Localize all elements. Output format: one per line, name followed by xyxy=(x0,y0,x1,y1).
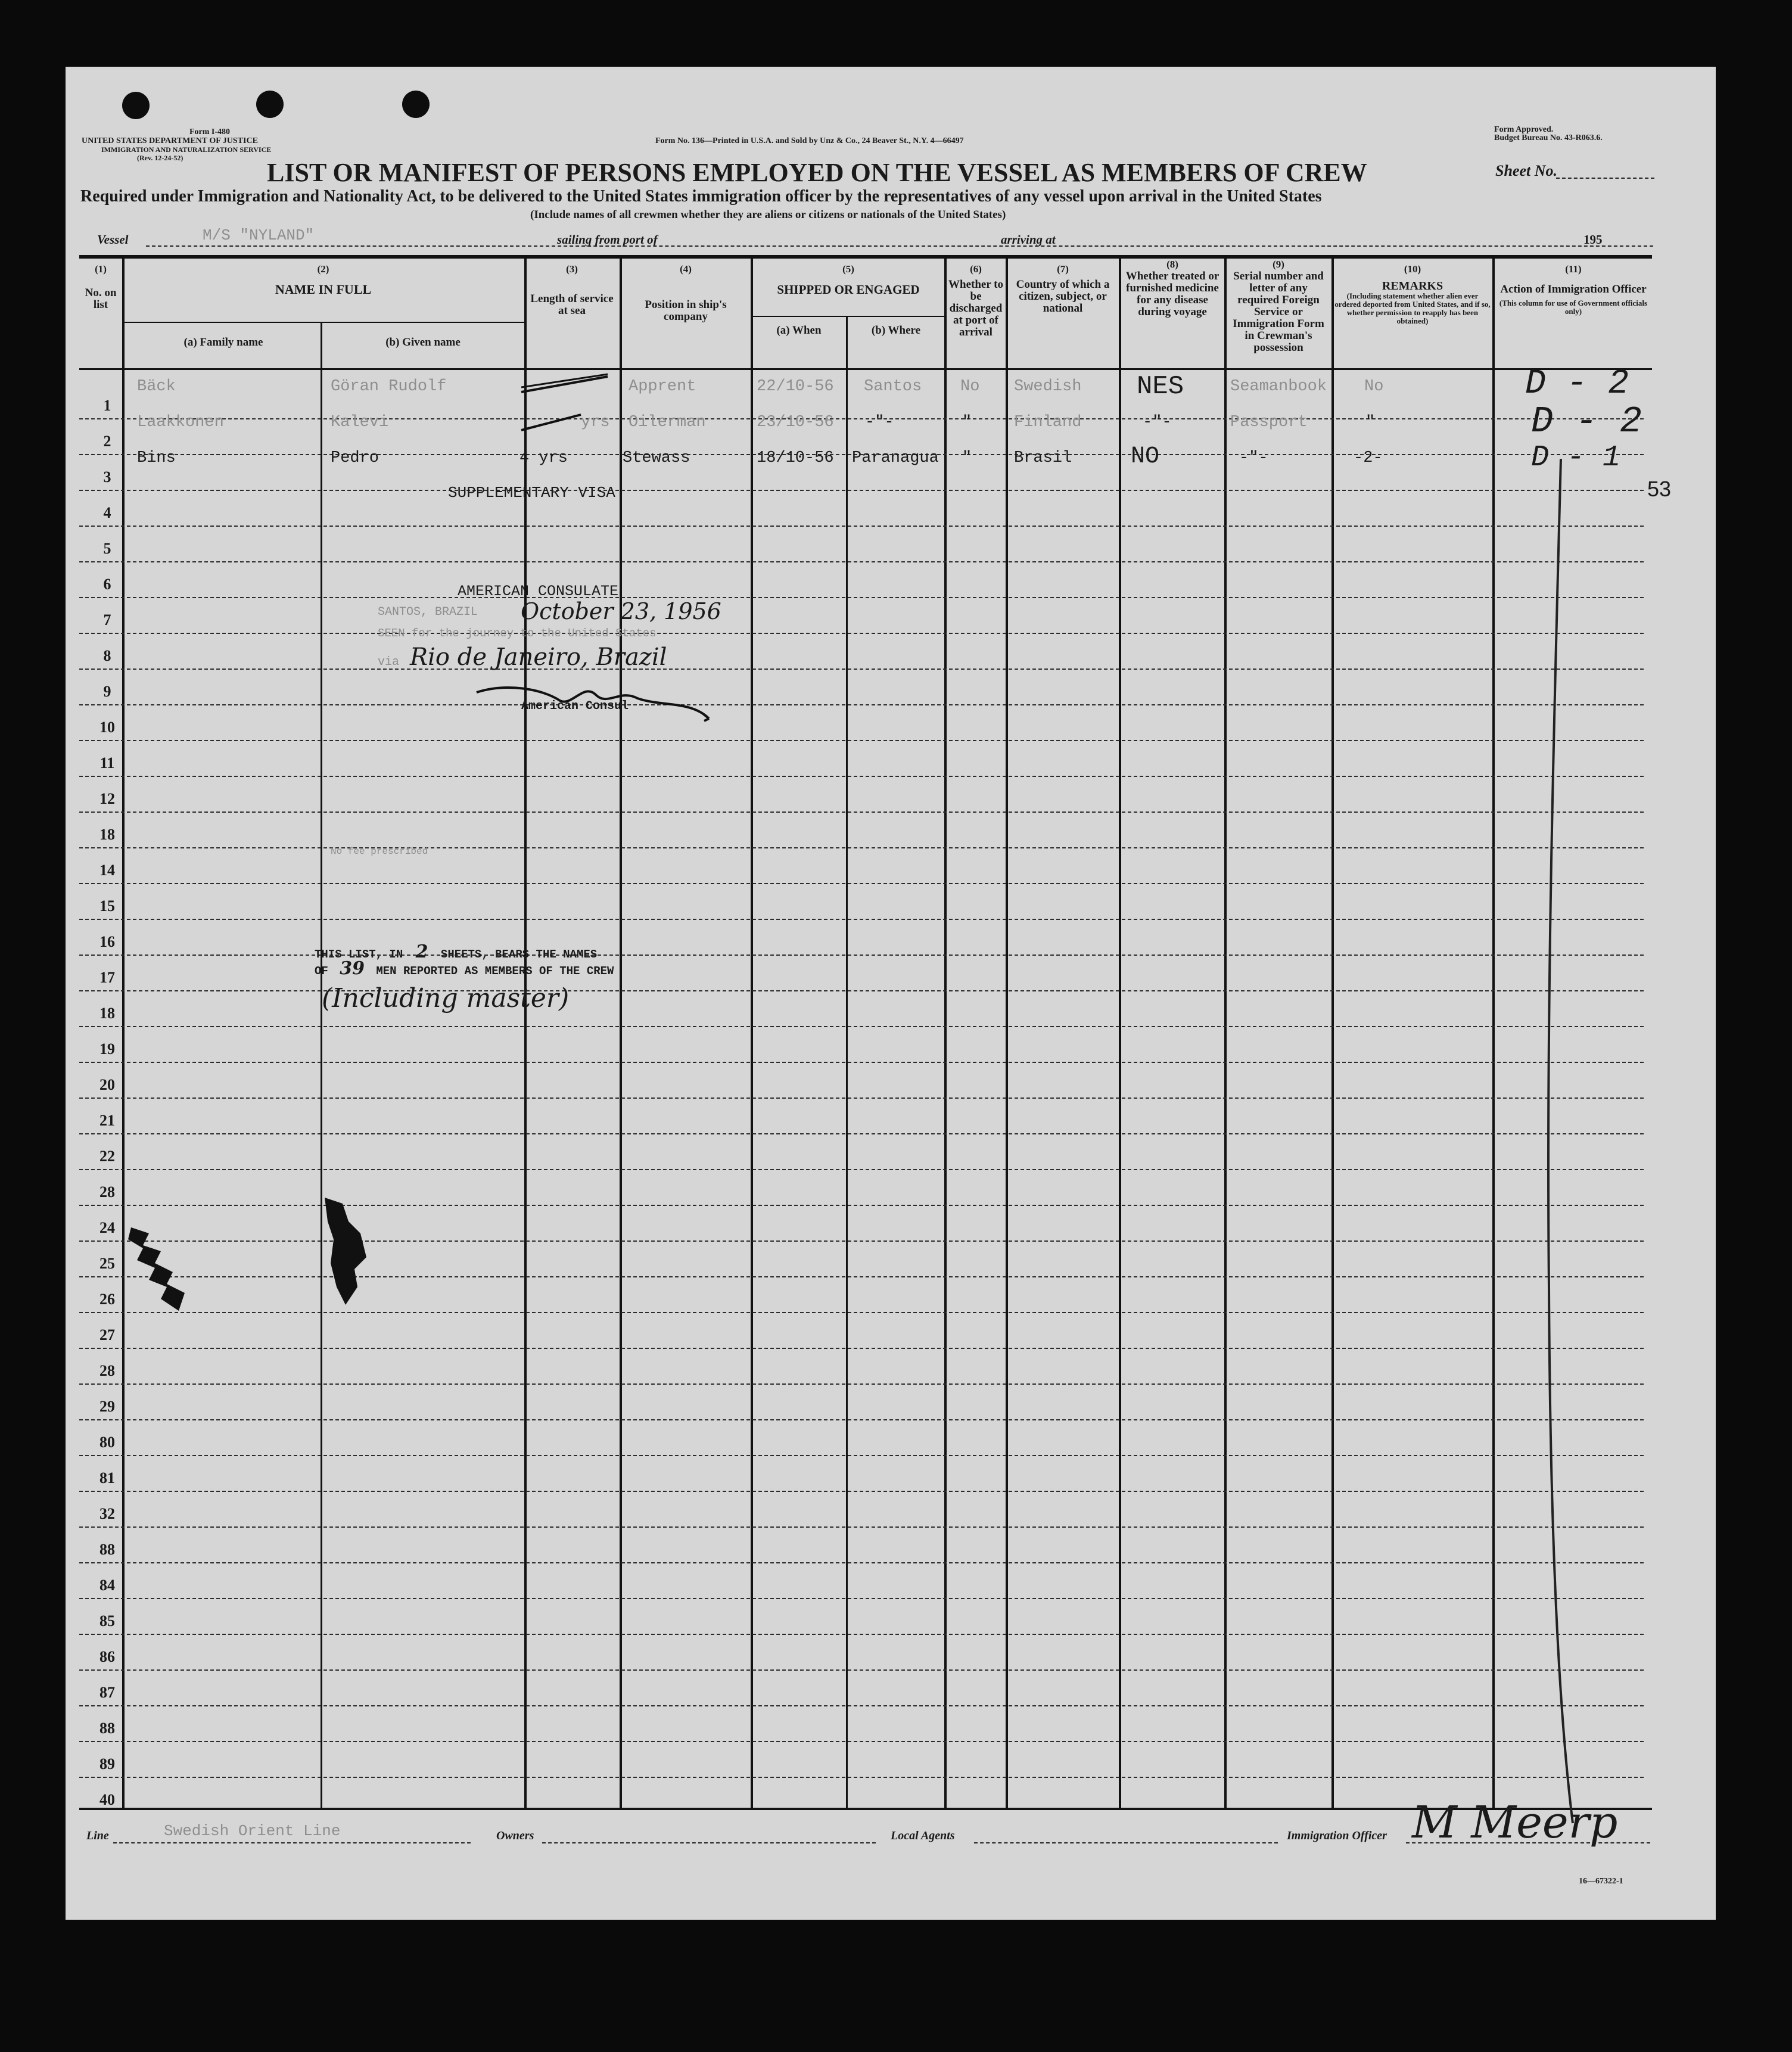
row1-country: Swedish xyxy=(1014,378,1082,396)
row1-when: 22/10-56 xyxy=(757,378,834,396)
row-number: 32 xyxy=(99,1505,115,1522)
vessel-line xyxy=(146,245,1653,247)
row-number: 87 xyxy=(99,1684,115,1701)
row-number: 3 xyxy=(103,468,111,486)
row1-medicine: NES xyxy=(1137,372,1184,402)
given-name-header: (b) Given name xyxy=(385,336,461,349)
row-number: 89 xyxy=(99,1755,115,1773)
row-number: 2 xyxy=(103,433,111,450)
col-8-header: (8) Whether treated or furnished medicine for any disease during voyage xyxy=(1125,259,1219,318)
row2-family: Laakkonen xyxy=(137,413,224,431)
row-rule xyxy=(79,1455,1644,1456)
budget-bureau: Budget Bureau No. 43-R063.6. xyxy=(1494,133,1603,142)
row-number: 21 xyxy=(99,1112,115,1129)
row2-remarks: " xyxy=(1365,413,1376,431)
american-consul-label: American Consul xyxy=(521,699,629,713)
row-rule xyxy=(79,597,1644,598)
row-number: 5 xyxy=(103,540,111,557)
row-number: 40 xyxy=(99,1791,115,1808)
owners-label: Owners xyxy=(496,1829,534,1842)
department: UNITED STATES DEPARTMENT OF JUSTICE xyxy=(82,136,258,145)
list-count-line1: THIS LIST, IN 2 SHEETS, BEARS THE NAMES xyxy=(315,941,598,962)
row3-family: Bins xyxy=(137,449,176,467)
header-bottom-rule xyxy=(79,368,1652,370)
service: IMMIGRATION AND NATURALIZATION SERVICE xyxy=(101,145,272,154)
row-number: 17 xyxy=(99,969,115,986)
including-master: (Including master) xyxy=(322,983,570,1013)
row-rule xyxy=(79,740,1644,741)
where-header: (b) Where xyxy=(871,324,921,337)
row2-position: Oilerman xyxy=(629,413,706,431)
col-divider xyxy=(1331,259,1334,1808)
row2-country: Finland xyxy=(1014,413,1082,431)
row-number: 18 xyxy=(99,1005,115,1022)
row1-remarks: No xyxy=(1364,378,1384,396)
table-top-rule xyxy=(79,255,1652,259)
col-4-header: (4) Position in ship's company xyxy=(645,263,727,323)
row-rule xyxy=(79,1169,1644,1170)
arriving-label: arriving at xyxy=(1001,232,1056,247)
row-rule xyxy=(79,1705,1644,1706)
consul-signature xyxy=(471,647,721,730)
col-divider xyxy=(944,259,947,1808)
subnote: (Include names of all crewmen whether they are aliens or citizens or nationals of the United States) xyxy=(530,209,1006,221)
col-2-header: (2) NAME IN FULL xyxy=(275,263,372,297)
action-pen-line xyxy=(1537,453,1609,1835)
row1-discharge: No xyxy=(960,378,980,396)
row2-medicine: -"- xyxy=(1143,413,1172,431)
row-number: 84 xyxy=(99,1577,115,1594)
row3-position: Stewass xyxy=(623,449,690,467)
row2-serial: Passport xyxy=(1230,413,1308,431)
printer-line: Form No. 136—Printed in U.S.A. and Sold by Unz & Co., 24 Beaver St., N.Y. 4—66497 xyxy=(655,136,964,145)
row1-action: D - 2 xyxy=(1525,365,1629,403)
owners-blank xyxy=(542,1842,876,1843)
row1-position: Apprent xyxy=(629,378,696,396)
row-number: 10 xyxy=(99,719,115,736)
col-divider xyxy=(1006,259,1008,1808)
row-rule xyxy=(79,418,1644,419)
footer-code: 16—67322-1 xyxy=(1579,1877,1623,1886)
row-rule xyxy=(79,1312,1644,1313)
row2-given: Kalevi xyxy=(331,413,389,431)
col-divider xyxy=(1224,259,1227,1808)
row-rule xyxy=(79,955,1644,956)
row3-action: D - 1 xyxy=(1531,441,1621,475)
row-rule xyxy=(79,1562,1644,1563)
row-rule xyxy=(79,1419,1644,1420)
row-rule xyxy=(79,1634,1644,1635)
row-number: 27 xyxy=(99,1326,115,1344)
col-divider xyxy=(1492,259,1495,1808)
col-divider xyxy=(620,259,622,1808)
col-10-header: (10) REMARKS (Including statement whether alien ever ordered deported from United States, and if so, whether permission to reapply has been obtained) xyxy=(1334,263,1491,325)
row-number: 19 xyxy=(99,1040,115,1058)
list-count-line2: OF 39 MEN REPORTED AS MEMBERS OF THE CREW xyxy=(315,958,614,979)
row3-given: Pedro xyxy=(331,449,379,467)
row-number: 81 xyxy=(99,1469,115,1487)
form-id: Form I-480 xyxy=(189,128,231,136)
consulate-stamp: AMERICAN CONSULATE xyxy=(458,583,619,600)
row-rule xyxy=(79,1383,1644,1385)
row-rule xyxy=(79,1133,1644,1134)
row-rule xyxy=(79,1062,1644,1063)
row-number: 9 xyxy=(103,683,111,700)
row-number: 26 xyxy=(99,1291,115,1308)
col5-subrule xyxy=(751,316,944,317)
row-number: 6 xyxy=(103,576,111,593)
redaction-mark xyxy=(125,1215,191,1317)
row2-discharge: " xyxy=(962,413,972,431)
col-divider xyxy=(1119,259,1121,1808)
row2-when: 23/10-56 xyxy=(757,413,834,431)
row-rule xyxy=(79,1205,1644,1206)
row-number: 85 xyxy=(99,1612,115,1630)
row-rule xyxy=(79,526,1644,527)
row-number: 28 xyxy=(99,1362,115,1379)
via-label: via xyxy=(378,655,400,669)
row2-service: yrs xyxy=(581,413,610,431)
line-value: Swedish Orient Line xyxy=(164,1822,341,1840)
row3-where: Paranagua xyxy=(852,449,939,467)
col-7-header: (7) Country of which a citizen, subject, or national xyxy=(1016,263,1110,315)
sheet-blank xyxy=(1556,178,1654,179)
row1-where: Santos xyxy=(864,378,922,396)
row-number: 1 xyxy=(103,397,111,414)
col-9-header: (9) Serial number and letter of any required Foreign Service or Immigration Form in Crewman's possession xyxy=(1233,259,1324,354)
row-rule xyxy=(79,1097,1644,1099)
officer-signature: M Meerp xyxy=(1412,1797,1618,1848)
seen-for-stamp: SEEN for the journey to the United States xyxy=(378,627,657,640)
row2-where: -"- xyxy=(865,413,894,431)
row1-strike xyxy=(518,373,614,397)
row1-serial: Seamanbook xyxy=(1230,378,1327,396)
sheet-label: Sheet No. xyxy=(1495,162,1557,179)
row-number: 18 xyxy=(99,826,115,843)
year-label: 195 xyxy=(1583,232,1603,247)
col-1-header: (1) No. on list xyxy=(85,263,117,311)
row1-given: Göran Rudolf xyxy=(331,378,447,396)
vessel-label: Vessel xyxy=(97,232,129,247)
row-number: 12 xyxy=(99,790,115,807)
row-rule xyxy=(79,1348,1644,1349)
row-number: 11 xyxy=(99,754,115,772)
agents-blank xyxy=(974,1842,1278,1843)
line-label: Line xyxy=(86,1829,109,1842)
sailing-label: sailing from port of xyxy=(557,232,658,247)
row-rule xyxy=(79,561,1644,562)
punch-hole xyxy=(256,91,284,118)
row-number: 88 xyxy=(99,1541,115,1558)
col-3-header: (3) Length of service at sea xyxy=(530,263,614,317)
family-name-header: (a) Family name xyxy=(183,336,263,349)
row-rule xyxy=(79,883,1644,884)
page-title: LIST OR MANIFEST OF PERSONS EMPLOYED ON THE VESSEL AS MEMBERS OF CREW xyxy=(267,158,1367,187)
row-rule xyxy=(79,1777,1644,1778)
col-divider xyxy=(122,259,125,1808)
row3-serial: -"- xyxy=(1239,449,1268,467)
row2-strike xyxy=(518,410,584,434)
row-rule xyxy=(79,1526,1644,1528)
punch-hole xyxy=(122,92,150,119)
row-rule xyxy=(79,1741,1644,1742)
line-blank xyxy=(113,1842,471,1843)
row3-service: 4 yrs xyxy=(519,449,568,467)
subtitle: Required under Immigration and Nationality Act, to be delivered to the United States immigration officer by the representatives of any vessel upon arrival in the United States xyxy=(80,187,1322,206)
row-number: 29 xyxy=(99,1398,115,1415)
supplementary-visa-stamp: SUPPLEMENTARY VISA xyxy=(448,484,615,502)
redaction-mark xyxy=(319,1192,372,1311)
consulate-date: October 23, 1956 xyxy=(521,598,721,624)
no-fee-stamp: No fee prescribed xyxy=(331,846,428,857)
row-rule xyxy=(79,704,1644,705)
local-agents-label: Local Agents xyxy=(891,1829,955,1842)
row-rule xyxy=(79,1669,1644,1671)
row-rule xyxy=(79,490,1644,491)
row3-when: 18/10-56 xyxy=(757,449,834,467)
row-rule xyxy=(79,1491,1644,1492)
row-rule xyxy=(79,776,1644,777)
row-number: 28 xyxy=(99,1183,115,1201)
col2-subrule xyxy=(122,322,524,323)
form-revision: (Rev. 12-24-52) xyxy=(137,154,183,162)
col-divider xyxy=(751,259,753,1808)
row-rule xyxy=(79,1240,1644,1242)
punch-hole xyxy=(402,91,430,118)
via-value: Rio de Janeiro, Brazil xyxy=(410,643,667,671)
row1-family: Bäck xyxy=(137,378,176,396)
row-rule xyxy=(79,919,1644,920)
margin-number: 53 xyxy=(1647,477,1672,501)
row3-remarks: -2- xyxy=(1354,449,1383,467)
col-6-header: (6) Whether to be discharged at port of arrival xyxy=(948,263,1003,338)
row-number: 22 xyxy=(99,1148,115,1165)
vessel-value: M/S "NYLAND" xyxy=(203,226,315,244)
row3-discharge: " xyxy=(962,449,972,467)
consulate-city: SANTOS, BRAZIL xyxy=(378,605,478,619)
row2-action: D - 2 xyxy=(1531,400,1642,443)
row-rule xyxy=(79,1598,1644,1599)
officer-label: Immigration Officer xyxy=(1287,1829,1387,1842)
row-number: 88 xyxy=(99,1720,115,1737)
row-rule xyxy=(79,1276,1644,1277)
col-divider xyxy=(321,322,322,1808)
row-number: 16 xyxy=(99,933,115,950)
row-number: 15 xyxy=(99,897,115,915)
form-approved: Form Approved. xyxy=(1494,125,1554,134)
row-number: 7 xyxy=(103,611,111,629)
row-number: 25 xyxy=(99,1255,115,1272)
row-number: 24 xyxy=(99,1219,115,1236)
row-number: 14 xyxy=(99,862,115,879)
row-number: 80 xyxy=(99,1434,115,1451)
row-rule xyxy=(79,847,1644,848)
row-number: 86 xyxy=(99,1648,115,1665)
row3-medicine: NO xyxy=(1131,443,1160,470)
when-header: (a) When xyxy=(776,324,822,337)
row-rule xyxy=(79,1026,1644,1027)
row-rule xyxy=(79,669,1644,670)
row-number: 4 xyxy=(103,504,111,521)
row-rule xyxy=(79,990,1644,991)
row-number: 20 xyxy=(99,1076,115,1093)
row3-country: Brasil xyxy=(1014,449,1072,467)
row-rule xyxy=(79,633,1644,634)
col-5-header: (5) SHIPPED OR ENGAGED xyxy=(777,263,920,297)
row-rule xyxy=(79,812,1644,813)
col-11-header: (11) Action of Immigration Officer (This column for use of Government officials only) xyxy=(1499,263,1648,316)
row-number: 8 xyxy=(103,647,111,664)
